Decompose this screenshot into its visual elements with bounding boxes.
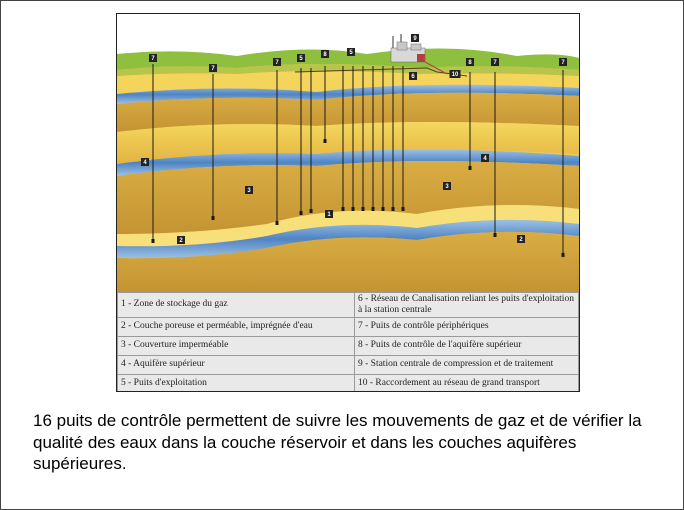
well-tip xyxy=(276,221,279,225)
legend-entry-left: 5 - Puits d'exploitation xyxy=(118,374,355,392)
legend-entry-left: 4 - Aquifère supérieur xyxy=(118,355,355,374)
well-tip xyxy=(300,211,303,215)
well-tip xyxy=(562,253,565,257)
legend-body xyxy=(118,293,579,393)
well-tip xyxy=(494,233,497,237)
geology-figure xyxy=(116,13,580,392)
underground-storage-diagram xyxy=(117,14,579,292)
well-tip xyxy=(469,166,472,170)
well-tip xyxy=(342,207,345,211)
legend-row xyxy=(118,355,579,374)
label-aquifer-4-right xyxy=(481,154,489,162)
label-well-7e xyxy=(559,58,567,66)
well-tip xyxy=(324,139,327,143)
label-text: 5 xyxy=(299,56,303,63)
label-well-7a xyxy=(149,54,157,62)
well-tip xyxy=(310,209,313,213)
label-label-6 xyxy=(409,72,417,80)
well-tip xyxy=(392,207,395,211)
well-tip xyxy=(212,216,215,220)
well-tip xyxy=(152,239,155,243)
label-text: 7 xyxy=(151,56,155,63)
label-well-7c xyxy=(273,58,281,66)
label-text: 7 xyxy=(275,60,279,67)
legend-entry-left: 3 - Couverture imperméable xyxy=(118,336,355,355)
label-label-10 xyxy=(450,70,461,78)
label-text: 7 xyxy=(493,60,497,67)
label-text: 8 xyxy=(323,52,327,59)
label-well-8a xyxy=(321,50,329,58)
legend-entry-right: 8 - Puits de contrôle de l'aquifère supérieur xyxy=(355,336,579,355)
legend-table xyxy=(117,292,579,392)
label-text: 3 xyxy=(247,188,251,195)
label-text: 8 xyxy=(468,60,472,67)
label-well-8b xyxy=(466,58,474,66)
label-text: 9 xyxy=(413,36,417,43)
label-cover-3-left xyxy=(245,186,253,194)
label-storage-1 xyxy=(325,210,333,218)
label-reservoir-2-right xyxy=(517,235,525,243)
label-text: 5 xyxy=(349,50,353,57)
legend-entry-right: 10 - Raccordement au réseau de grand transport xyxy=(355,374,579,392)
label-well-5a xyxy=(297,54,305,62)
label-text: 4 xyxy=(143,160,147,167)
label-text: 2 xyxy=(179,238,183,245)
label-cover-3-right xyxy=(443,182,451,190)
label-reservoir-2-left xyxy=(177,236,185,244)
label-text: 3 xyxy=(445,184,449,191)
label-station-9 xyxy=(411,34,419,42)
legend-entry-left: 1 - Zone de stockage du gaz xyxy=(118,293,355,318)
well-tip xyxy=(402,207,405,211)
label-text: 6 xyxy=(411,74,415,81)
label-well-5b xyxy=(347,48,355,56)
label-well-7b xyxy=(209,64,217,72)
well-tip xyxy=(382,207,385,211)
well-tip xyxy=(372,207,375,211)
legend-entry-right: 9 - Station centrale de compression et de traitement xyxy=(355,355,579,374)
label-text: 2 xyxy=(519,237,523,244)
label-aquifer-4-left xyxy=(141,158,149,166)
well-tip xyxy=(352,207,355,211)
label-text: 10 xyxy=(451,72,459,79)
label-text: 7 xyxy=(561,60,565,67)
label-text: 1 xyxy=(327,212,331,219)
label-well-7d xyxy=(491,58,499,66)
label-text: 4 xyxy=(483,156,487,163)
legend-entry-left: 2 - Couche poreuse et perméable, imprégnée d'eau xyxy=(118,317,355,336)
legend-entry-right: 6 - Réseau de Canalisation reliant les puits d'exploitation à la station centrale xyxy=(355,293,579,318)
legend-entry-right: 7 - Puits de contrôle périphériques xyxy=(355,317,579,336)
legend-row xyxy=(118,336,579,355)
legend-row xyxy=(118,317,579,336)
label-text: 7 xyxy=(211,66,215,73)
caption-text: 16 puits de contrôle permettent de suivre les mouvements de gaz et de vérifier la qualité des eaux dans la couche réservoir et dans les couches aquifères supérieures. xyxy=(33,411,642,473)
legend-row xyxy=(118,293,579,318)
legend-row xyxy=(118,374,579,392)
well-tip xyxy=(362,207,365,211)
